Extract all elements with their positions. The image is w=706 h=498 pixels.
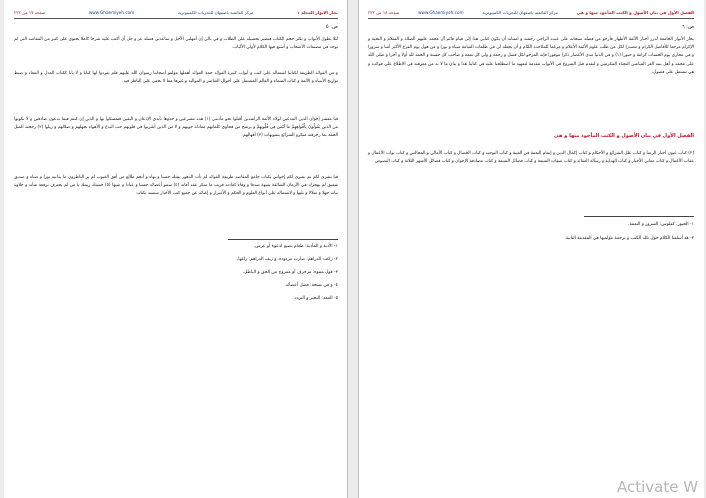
page-edge: [358, 0, 359, 498]
footnote-1: ١- الحبور: كفلوس: السرور و النعمة.: [628, 222, 694, 227]
footnote-3: ٣- قول مموه: مزخرف أو ممزوج من الحق و الباطل.: [242, 270, 338, 275]
header-site-link[interactable]: www.Ghaemiyeh.com: [88, 9, 135, 15]
header-divider: [368, 18, 694, 19]
section-heading: الفصل الأول في بيان الأصول و الكتب المأخوذ منها و هي: [553, 133, 694, 139]
page-edge: [347, 0, 348, 498]
footnote-4: ٤- و في نسخة: فضل أعضائه.: [284, 283, 338, 288]
activation-watermark: Activate W: [617, 478, 699, 496]
header-page-count: صفحة ١٨ من ٢٢٢: [368, 9, 400, 15]
page-header: [14, 7, 338, 17]
page-label: ص: ٦: [681, 24, 694, 30]
right-document-page: [358, 0, 704, 498]
header-divider: [14, 18, 338, 19]
page-header: [368, 7, 694, 17]
footnote-divider: [584, 216, 694, 217]
footnote-2: ٢- زاغت الدراهم: صارت مردودة. و زيف الدراهم: زاغها.: [236, 257, 338, 262]
header-center-name: مركز القائمية باصفهان للتحريات الكمبيوترية: [177, 9, 254, 15]
footnote-divider: [228, 239, 338, 240]
footnote-1: ١- الأدبة و المأدبة: طعام يصنع لدعوة أو عرس.: [253, 244, 338, 249]
paragraph-1: لئلا يطول الأبواب و يكثر حجم الكتاب فيصير تحصيله على الطلاب و في بالي إن أمهلني الأجل و ساعدني فضله عز و جل أن أكتب عليه شرحا كاملا يحتوي على كثير من المقاصد التي لم توجد في مصنفات الأصحاب و أشبع فيها الكلام لأولي الألباب.: [14, 37, 338, 51]
paragraph-2: و من الفوائد الطريفة لكتابنا اشتماله على كتب و أبواب كثيرة الفوائد جمة العوائد أهملها مؤلفو أصحابنا رضوان الله عليهم فلم يفردوا لها كتابا و لا بابا ككتاب العدل و المعاد و ضبط تواريخ الأنبياء و الأئمة و كتاب السماء و العالم المشتمل على أحوال العناصر و المواليد و غيرها مما لا يخفى على الناظر فيه.: [14, 71, 338, 85]
header-site-link[interactable]: www.Ghaemiyeh.com: [418, 9, 464, 15]
paragraph-2: (٢) كتاب عيون أخبار الرضا و كتاب علل الشرائع و الأحكام و كتاب إكمال الدين و إتمام النعمة في الغيبة و كتاب التوحيد و كتاب الخصال و كتاب الأمالي و المجالس و كتاب ثواب الأعمال و عقاب الأعمال و كتاب معاني الأخبار و كتاب الهداية و رسالة العقائد و كتاب صفات الشيعة و كتاب فضائل الشيعة و كتاب مصادقة الإخوان و كتاب فضائل الأشهر الثلاثة و كتاب النصوص: [368, 151, 694, 165]
paragraph-1: بحار الأنوار الجامعة لدرر أخبار الأئمة الأطهار فأرجو من فضله سبحانه على عبده الراجي رحمته و امتنانه أن يكون كتابي هذا إلى قيام قائم آل محمد عليهم الصلاة و السلام و التحية و الإكرام مرجعا للأفاضل الكرام و مصدرا لكل من طلب علوم الأئمة الأعلام و مرغما للملاحدة اللئام و أن يجعله لي في ظلمات القيامة ضياء و نورا و من هول يوم الفزع الأكبر أمنا و سرورا و في محاري يوم الحساب كرامة و حبورا (١) و في الدنيا مدى الأعصار ذكرا موفورا فإنه المرجو لكل فضل و رحمة و ولي كل نعمة و صاحب كل حسنة و الحمد لله أولا و آخرا و صلى الله على محمد و أهل بيته الغر الميامين النجباء المكرمين و لنقدم قبل الشروع في الأبواب مقدمة لتمهيد ما اصطلحنا عليه في كتابنا هذا و بيان ما لا بد من معرفته في الاطلاع على فوائده و هي تشتمل على فصول.: [368, 37, 694, 75]
header-page-count: صفحة ١٧ من ٢٢٢: [14, 9, 46, 15]
paragraph-4: فيا بشرى لكم ثم بشرى لكم إخواني بكتاب جامع المقاصد طريفة الفوائد لم تأت الدهور بمثله حسنا و بهاء و أنجم طالع من أفق الغيوب لم ير الناظرون ما يدانيه نورا و ضياء و صديق شفيق لم يهجرك في الأزمان الشائقة شبهة صدقا و وفاء كعادته قريب ما منكر عقد آفاته (٤) سمو أعضائه حسنا و عتادا و ضيها (٥) حسبك زيبتك يا من لم يحترف برفعة شأنه و حلاوة بيانه جهلا و ضلالا و بليها و لاشتماله على أنواع العلوم و الحكم و الأسرار و إغنائه عن جميع كتب الأخبار سميته بكتاب: [14, 175, 339, 197]
paragraph-3: فيا معشر إخوان الدين المدعين لولاء الأئمة الراشدين أقبلوا نحو مأدبتي (١) هذه مسرعين و خذوها بأيدي الإذعان و اليقين فتمسكوا بها و الذين إن كنتم فيما تدعون صادقين و لا تكونوا من الذين يَقُولُونَ بِأَفْواهِهِمْ ما لَيْسَ فِي قُلُوبِهِمْ و يرشح من فحاوي كلماتهم معاداة جوبهم و لا من الذين أشربوا في قلوبهم حب البدع و الأهواء بجهلهم و ضلالهم و زيلوا (٢) رحجته المثل الحقة بما زخرفته منكرو الشرائع بتمويهات (٣) أقهالهم.: [14, 117, 339, 139]
footnote-5: ٥- العمد: التحير و التردد.: [293, 296, 338, 301]
left-document-page: [4, 0, 348, 498]
header-section-title: الفصل الأول في بيان الأصول و الكتب المأخوذ منها و هي: [576, 9, 694, 15]
footnote-2: ٢- قد أسلفنا الكلام حول تلك الكتب و ترجمة مؤلفيها في المقدمة الثانية.: [564, 236, 694, 241]
header-book-title: بحار الانوار المجلد ١: [296, 9, 338, 15]
page-label: ص: ٥: [325, 24, 338, 30]
header-center-name: مركز القائمية باصفهان للتحريات الكمبيوترية: [482, 9, 558, 15]
